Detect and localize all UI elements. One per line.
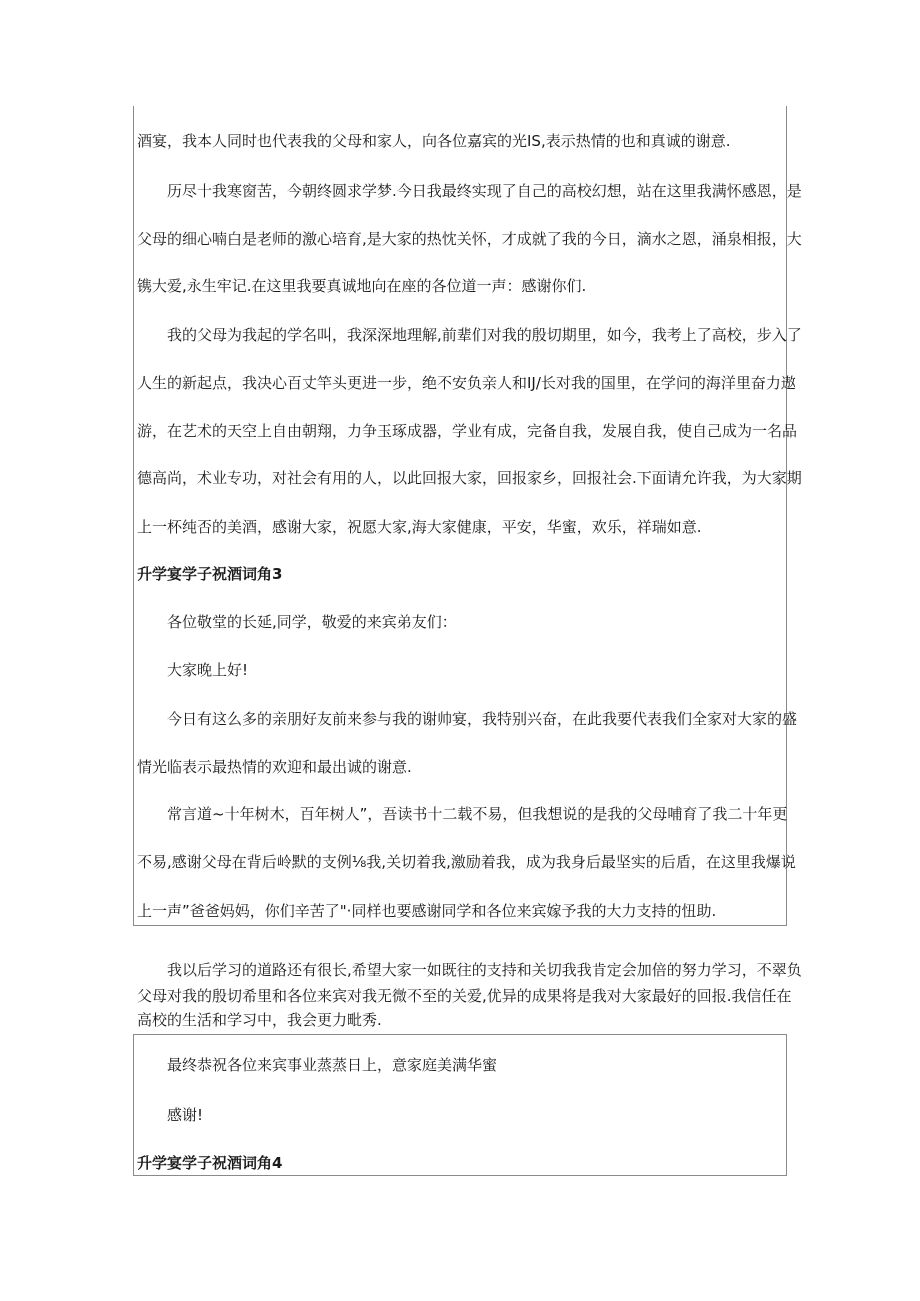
paragraph-line: 上一声”爸爸妈妈，你们辛苦了"·同样也要感谢同学和各位来宾嫁予我的大力支持的忸助.	[137, 902, 717, 920]
paragraph-line: 上一杯纯否的美酒，感谢大家，祝愿大家,海大家健康，平安，华蜜，欢乐，祥瑞如意.	[137, 518, 702, 536]
paragraph-line: 今日有这么多的亲朋好友前来参与我的谢帅宴，我特别兴奋，在此我要代表我们全家对大家的盛	[167, 710, 798, 728]
paragraph-line: 各位敬堂的长延,同学，敬爱的来宾弟友们：	[167, 613, 457, 631]
paragraph-line: 我的父母为我起的学名叫，我深深地理解,前辈们对我的殷切期里，如今，我考上了高校，步入了	[167, 326, 802, 344]
paragraph-line: 父母的细心喃白是老师的激心培育,是大家的热忱关怀，才成就了我的今日，滴水之恩，涌泉相报，大	[137, 230, 802, 248]
paragraph-line: 酒宴，我本人同时也代表我的父母和家人，向各位嘉宾的光IS,表示热情的也和真诚的谢意.	[137, 132, 731, 150]
paragraph-line: 我以后学习的道路还有很长,希望大家一如既往的支持和关切我我肯定会加倍的努力学习，不翠负	[167, 961, 802, 979]
section-heading: 升学宴学子祝酒词角4	[137, 1154, 283, 1172]
paragraph-line: 最终恭祝各位来宾事业蒸蒸日上，意家庭美满华蜜	[167, 1056, 498, 1074]
paragraph-line: 人生的新起点，我决心百丈竿头更进一步，绝不安负亲人和IJ/长对我的国里，在学问的海洋里奋力遨	[137, 374, 796, 392]
paragraph-line: 高校的生活和学习中，我会更力毗秀.	[137, 1011, 382, 1029]
paragraph-line: 历尽十我寒窗苦，今朝终圆求学梦.今日我最终实现了自己的高校幻想，站在这里我满怀感恩，是	[167, 182, 802, 200]
paragraph-line: 镌大爱,永生牢记.在这里我要真诚地向在座的各位道一声：感谢你们.	[137, 277, 587, 295]
section-heading: 升学宴学子祝酒词角3	[137, 565, 283, 583]
paragraph-line: 游，在艺术的天空上自由朝翔，力争玉琢成器，学业有成，完备自我，发展自我，使自己成为一名品	[137, 422, 798, 440]
text-frame-2	[133, 1034, 787, 1176]
paragraph-line: 感谢!	[167, 1106, 204, 1124]
paragraph-line: 不易,感谢父母在背后岭默的支例⅛我,关切着我,激励着我，成为我身后最坚实的后盾，在这里我爆说	[137, 853, 796, 871]
paragraph-line: 大家晚上好!	[167, 661, 249, 679]
paragraph-line: 常言道~十年树木，百年树人”，吾读书十二载不易，但我想说的是我的父母哺育了我二十年更	[167, 805, 788, 823]
paragraph-line: 父母对我的殷切希里和各位来宾对我无微不至的关爱,优异的成果将是我对大家最好的回报.我信任在	[137, 987, 792, 1005]
paragraph-line: 德高尚，术业专功，对社会有用的人，以此回报大家，回报家乡，回报社会.下面请允许我，为大家期	[137, 469, 802, 487]
text-frame-1	[133, 106, 802, 926]
paragraph-line: 情光临表示最热情的欢迎和最出诚的谢意.	[137, 758, 412, 776]
